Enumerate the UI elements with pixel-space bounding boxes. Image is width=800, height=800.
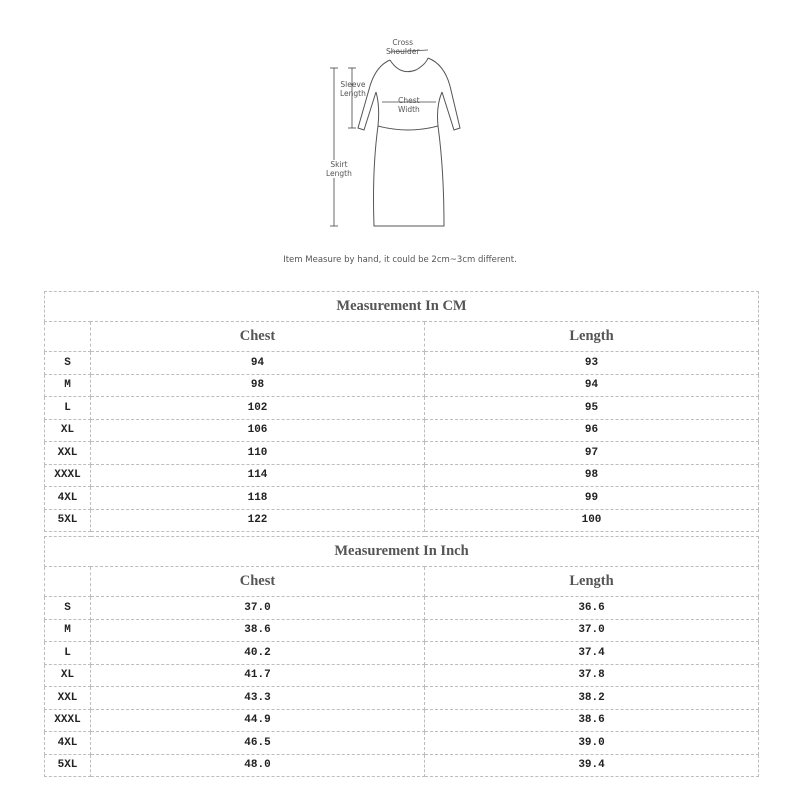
length-cell: 97 bbox=[425, 442, 759, 465]
size-cell: L bbox=[45, 642, 91, 665]
table-row bbox=[45, 709, 759, 732]
length-column-header: Length bbox=[425, 567, 759, 597]
size-cell: XL bbox=[45, 419, 91, 442]
table-row bbox=[45, 664, 759, 687]
table-row bbox=[45, 619, 759, 642]
chest-cell: 110 bbox=[91, 442, 425, 465]
chest-cell: 98 bbox=[91, 374, 425, 397]
cm-size-table bbox=[44, 291, 759, 532]
table-row bbox=[45, 509, 759, 532]
chest-cell: 44.9 bbox=[91, 709, 425, 732]
table-row bbox=[45, 397, 759, 420]
length-cell: 36.6 bbox=[425, 597, 759, 620]
chest-cell: 41.7 bbox=[91, 664, 425, 687]
table-row bbox=[45, 642, 759, 665]
length-cell: 98 bbox=[425, 464, 759, 487]
table-row bbox=[45, 464, 759, 487]
size-cell: S bbox=[45, 597, 91, 620]
chest-width-label: Chest Width bbox=[398, 96, 420, 114]
length-cell: 39.4 bbox=[425, 754, 759, 777]
size-cell: XXL bbox=[45, 687, 91, 710]
chest-cell: 114 bbox=[91, 464, 425, 487]
chest-cell: 37.0 bbox=[91, 597, 425, 620]
length-cell: 96 bbox=[425, 419, 759, 442]
size-cell: XL bbox=[45, 664, 91, 687]
length-column-header: Length bbox=[425, 322, 759, 352]
chest-cell: 40.2 bbox=[91, 642, 425, 665]
chest-cell: 118 bbox=[91, 487, 425, 510]
size-cell: M bbox=[45, 374, 91, 397]
size-cell: 5XL bbox=[45, 509, 91, 532]
length-cell: 39.0 bbox=[425, 732, 759, 755]
size-cell: L bbox=[45, 397, 91, 420]
size-cell: M bbox=[45, 619, 91, 642]
dress-outline-icon bbox=[320, 30, 480, 240]
inch-table-title: Measurement In Inch bbox=[45, 537, 759, 567]
length-cell: 94 bbox=[425, 374, 759, 397]
size-cell: 5XL bbox=[45, 754, 91, 777]
table-row bbox=[45, 442, 759, 465]
table-row bbox=[45, 374, 759, 397]
inch-size-table bbox=[44, 536, 759, 777]
chest-cell: 102 bbox=[91, 397, 425, 420]
table-row bbox=[45, 687, 759, 710]
length-cell: 95 bbox=[425, 397, 759, 420]
length-cell: 37.8 bbox=[425, 664, 759, 687]
size-cell: 4XL bbox=[45, 487, 91, 510]
size-cell: XXL bbox=[45, 442, 91, 465]
size-cell: XXXL bbox=[45, 709, 91, 732]
sleeve-length-label: Sleeve Length bbox=[340, 80, 366, 98]
table-row bbox=[45, 487, 759, 510]
length-cell: 93 bbox=[425, 352, 759, 375]
length-cell: 38.2 bbox=[425, 687, 759, 710]
size-cell: S bbox=[45, 352, 91, 375]
skirt-length-label: Skirt Length bbox=[326, 160, 352, 178]
measurement-note: Item Measure by hand, it could be 2cm~3cm different. bbox=[283, 255, 517, 265]
chest-cell: 94 bbox=[91, 352, 425, 375]
cross-shoulder-label: Cross Shoulder bbox=[386, 38, 420, 56]
dress-measurement-diagram bbox=[320, 30, 480, 240]
cm-table-title: Measurement In CM bbox=[45, 292, 759, 322]
chest-cell: 38.6 bbox=[91, 619, 425, 642]
chest-column-header: Chest bbox=[91, 567, 425, 597]
length-cell: 38.6 bbox=[425, 709, 759, 732]
size-cell: XXXL bbox=[45, 464, 91, 487]
chest-cell: 122 bbox=[91, 509, 425, 532]
length-cell: 37.4 bbox=[425, 642, 759, 665]
table-row bbox=[45, 352, 759, 375]
chest-cell: 46.5 bbox=[91, 732, 425, 755]
chest-column-header: Chest bbox=[91, 322, 425, 352]
size-cell: 4XL bbox=[45, 732, 91, 755]
chest-cell: 106 bbox=[91, 419, 425, 442]
table-row bbox=[45, 419, 759, 442]
size-column-header bbox=[45, 322, 91, 352]
length-cell: 99 bbox=[425, 487, 759, 510]
length-cell: 100 bbox=[425, 509, 759, 532]
size-column-header bbox=[45, 567, 91, 597]
chest-cell: 48.0 bbox=[91, 754, 425, 777]
length-cell: 37.0 bbox=[425, 619, 759, 642]
table-row bbox=[45, 732, 759, 755]
chest-cell: 43.3 bbox=[91, 687, 425, 710]
table-row bbox=[45, 597, 759, 620]
table-row bbox=[45, 754, 759, 777]
